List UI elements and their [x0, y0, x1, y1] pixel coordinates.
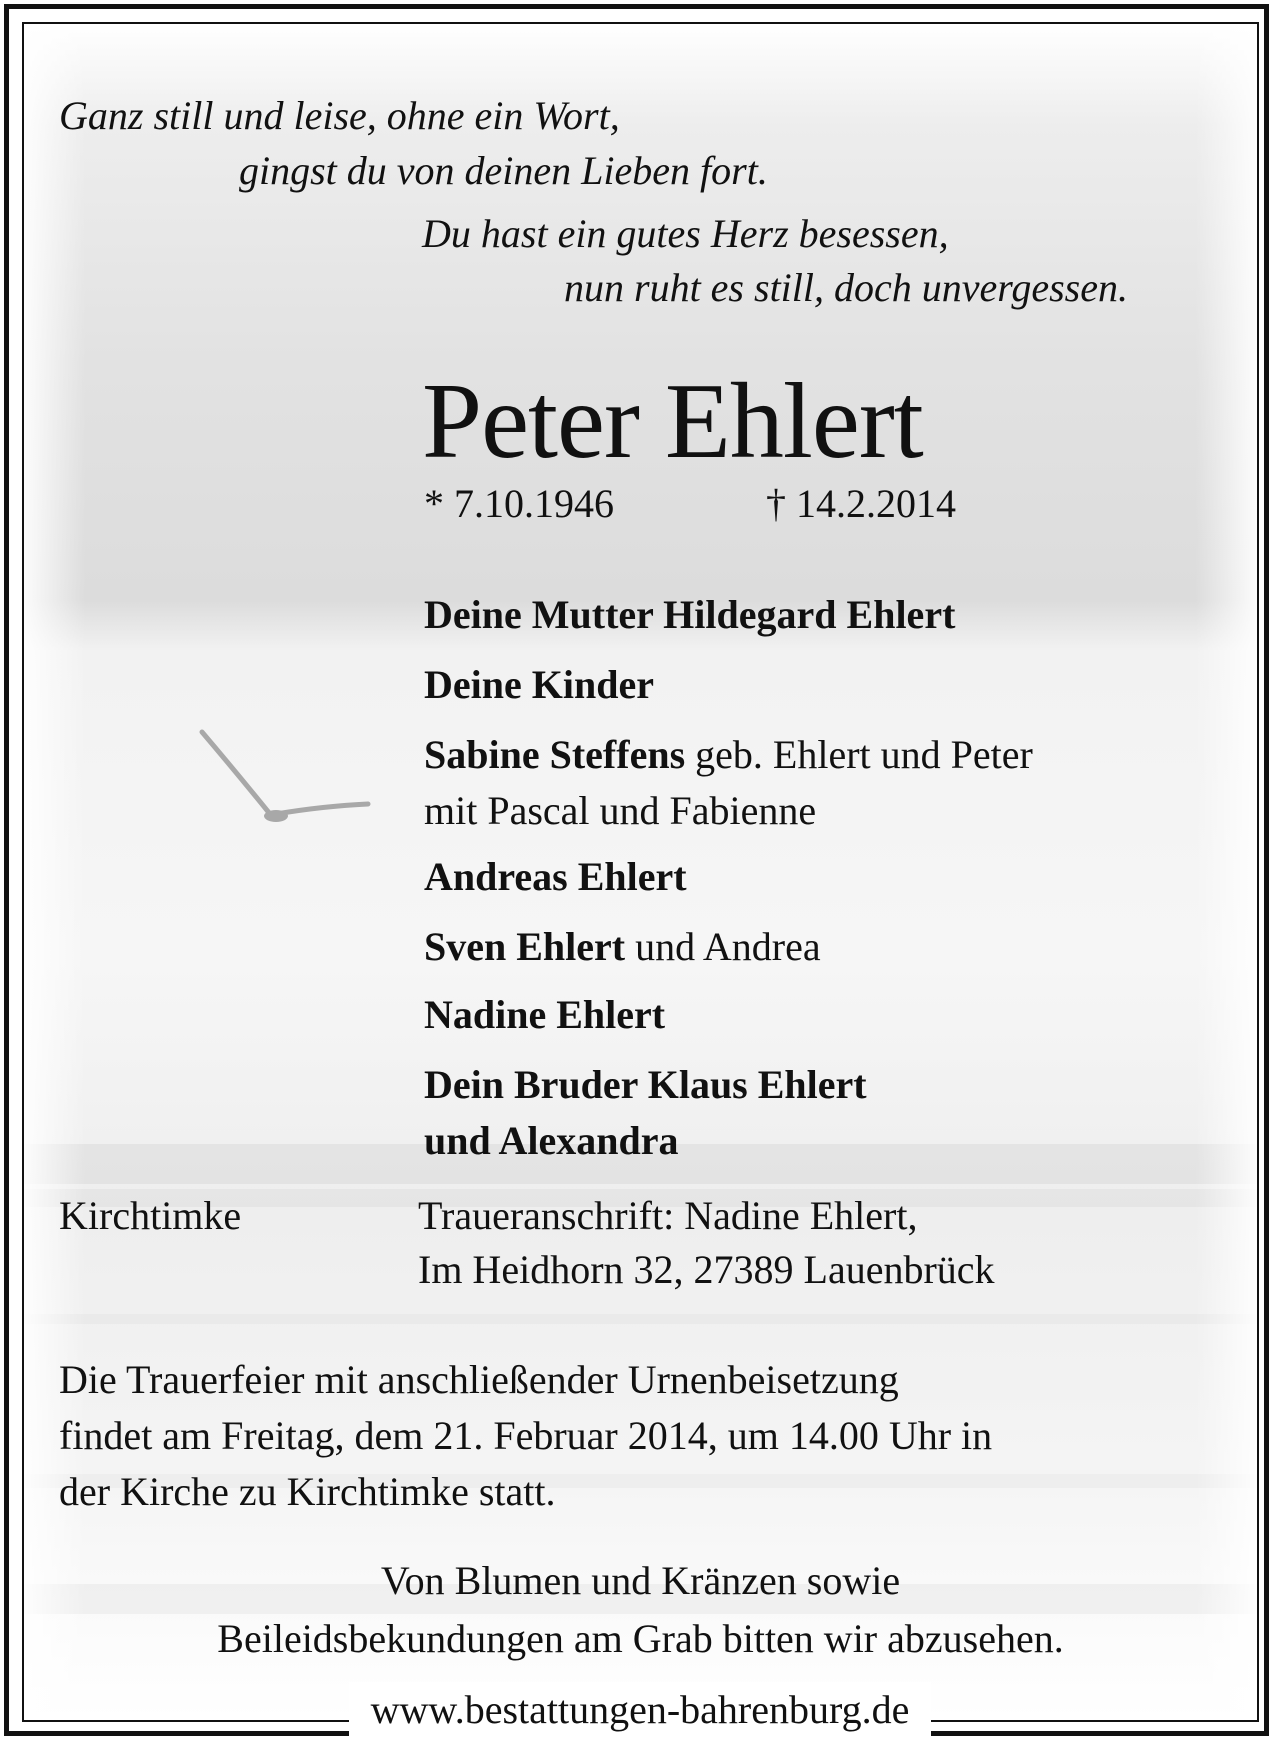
children-heading: Deine Kinder: [424, 662, 654, 707]
funeral-home-url: www.bestattungen-bahrenburg.de: [349, 1682, 932, 1738]
ceremony-line-3: der Kirche zu Kirchtimke statt.: [59, 1469, 556, 1514]
place-name: Kirchtimke: [59, 1193, 242, 1238]
obituary-notice: [22, 22, 1259, 1722]
request-line-1: Von Blumen und Kränzen sowie: [380, 1558, 901, 1603]
poem-line-3: Du hast ein gutes Herz besessen,: [422, 211, 949, 256]
address-line-1: Traueranschrift: Nadine Ehlert,: [418, 1193, 918, 1238]
deceased-name: Peter Ehlert: [422, 362, 923, 481]
address-line-2: Im Heidhorn 32, 27389 Lauenbrück: [418, 1247, 995, 1292]
footer: [0, 1686, 1280, 1746]
birth-date: * 7.10.1946: [424, 481, 614, 526]
child-sabine: Sabine Steffens geb. Ehlert und Peter: [424, 732, 1033, 777]
child-sabine-family: mit Pascal und Fabienne: [424, 788, 817, 833]
ceremony-line-2: findet am Freitag, dem 21. Februar 2014, um 14.00 Uhr in: [59, 1413, 993, 1458]
poem-line-1: Ganz still und leise, ohne ein Wort,: [59, 93, 620, 138]
child-sven: Sven Ehlert und Andrea: [424, 924, 821, 969]
child-nadine: Nadine Ehlert: [424, 992, 666, 1037]
notice-content: [24, 24, 1257, 1720]
brother-line-2: und Alexandra: [424, 1118, 679, 1163]
brother-line-1: Dein Bruder Klaus Ehlert: [424, 1062, 867, 1107]
child-andreas: Andreas Ehlert: [424, 854, 687, 899]
poem-line-4: nun ruht es still, doch unvergessen.: [564, 265, 1129, 310]
death-date: † 14.2.2014: [766, 481, 956, 526]
ceremony-line-1: Die Trauerfeier mit anschließender Urnenbeisetzung: [59, 1357, 899, 1402]
poem-line-2: gingst du von deinen Lieben fort.: [239, 148, 768, 193]
request-line-2: Beileidsbekundungen am Grab bitten wir abzusehen.: [217, 1616, 1064, 1661]
mother-name: Deine Mutter Hildegard Ehlert: [424, 592, 956, 637]
